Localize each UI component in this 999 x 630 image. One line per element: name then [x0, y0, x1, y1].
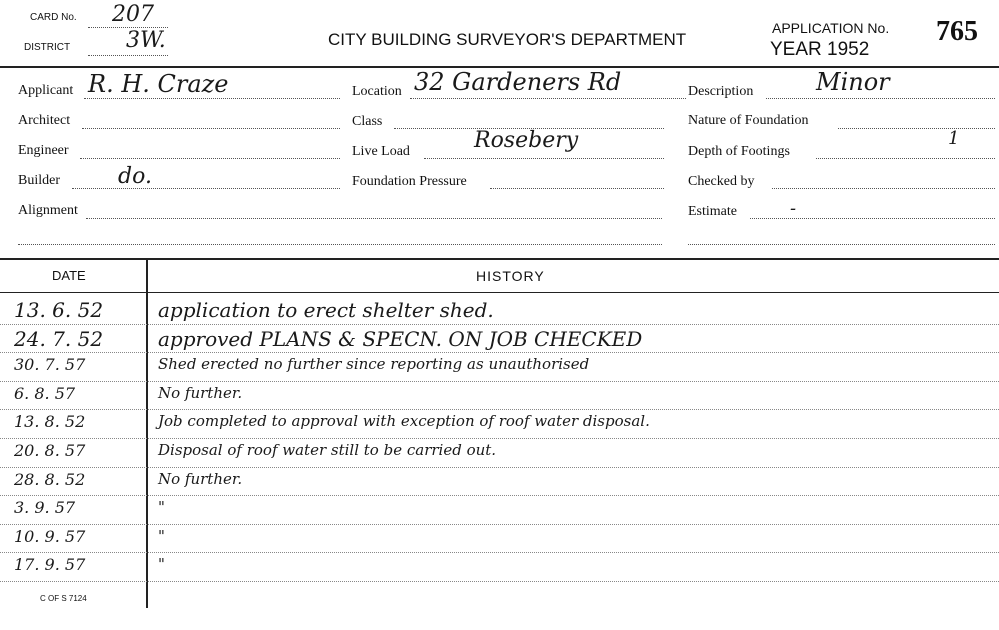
class-label: Class: [352, 114, 383, 129]
location-value: 32 Gardeners Rd: [414, 68, 622, 96]
table-top-rule: [0, 258, 999, 260]
row-date: 30. 7. 57: [14, 355, 86, 375]
row-history-text: Shed erected no further since reporting as unauthorised: [158, 355, 590, 374]
row-history-text: Disposal of roof water still to be carried out.: [158, 441, 497, 459]
history-header: HISTORY: [476, 268, 545, 284]
class-value: Rosebery: [474, 128, 579, 153]
depth-of-footings-value: 1: [948, 128, 960, 149]
department-title: CITY BUILDING SURVEYOR'S DEPARTMENT: [328, 30, 687, 49]
applicant-value: R. H. Craze: [88, 70, 229, 98]
live-load-label: Live Load: [352, 144, 410, 159]
row-date: 3. 9. 57: [14, 498, 76, 518]
table-row: [0, 496, 999, 525]
depth-of-footings-label: Depth of Footings: [688, 144, 790, 159]
row-date: 10. 9. 57: [14, 526, 86, 546]
row-history-text: application to erect shelter shed.: [158, 298, 494, 322]
row-date: 24. 7. 52: [14, 326, 104, 351]
form-code: C OF S 7124: [40, 594, 87, 603]
checked-by-label: Checked by: [688, 174, 755, 189]
row-date: 13. 6. 52: [14, 298, 104, 322]
description-label: Description: [688, 84, 754, 99]
district-value: 3W.: [126, 28, 166, 53]
description-value: Minor: [816, 68, 890, 96]
row-history-text: Job completed to approval with exception of roof water disposal.: [158, 412, 650, 431]
table-row: [0, 382, 999, 411]
row-date: 20. 8. 57: [14, 441, 86, 460]
estimate-value: -: [790, 198, 797, 219]
foundation-pressure-label: Foundation Pressure: [352, 174, 467, 189]
row-history-text: approved PLANS & SPECN. ON JOB CHECKED: [158, 326, 643, 351]
table-row: [0, 325, 999, 354]
application-no-value: 765: [936, 16, 978, 47]
row-history-text: ": [158, 498, 165, 517]
row-history-text: ": [158, 526, 165, 545]
row-date: 6. 8. 57: [14, 383, 76, 403]
applicant-label: Applicant: [18, 83, 74, 98]
application-no-label: APPLICATION No.: [772, 20, 890, 36]
card-no-label: CARD No.: [30, 12, 77, 23]
row-history-text: ": [158, 555, 165, 574]
table-row: [0, 296, 999, 325]
table-row: [0, 553, 999, 582]
architect-label: Architect: [18, 113, 71, 128]
row-history-text: No further.: [158, 383, 243, 402]
table-row: [0, 353, 999, 382]
alignment-label: Alignment: [18, 203, 78, 218]
card-no-value: 207: [112, 2, 154, 27]
table-row: [0, 439, 999, 468]
date-header: DATE: [52, 268, 86, 283]
estimate-label: Estimate: [688, 204, 737, 219]
table-row: [0, 410, 999, 439]
table-row: [0, 468, 999, 497]
location-label: Location: [352, 84, 402, 99]
row-date: 13. 8. 52: [14, 412, 86, 432]
district-label: DISTRICT: [24, 42, 71, 53]
table-row: [0, 525, 999, 554]
row-history-text: No further.: [158, 469, 243, 488]
row-date: 17. 9. 57: [14, 555, 86, 575]
nature-of-foundation-label: Nature of Foundation: [688, 113, 809, 128]
table-header-rule: [0, 292, 999, 293]
builder-label: Builder: [18, 173, 60, 188]
engineer-label: Engineer: [18, 143, 69, 158]
row-date: 28. 8. 52: [14, 469, 86, 489]
year-label: YEAR 1952: [770, 39, 870, 60]
builder-value: do.: [118, 164, 152, 189]
